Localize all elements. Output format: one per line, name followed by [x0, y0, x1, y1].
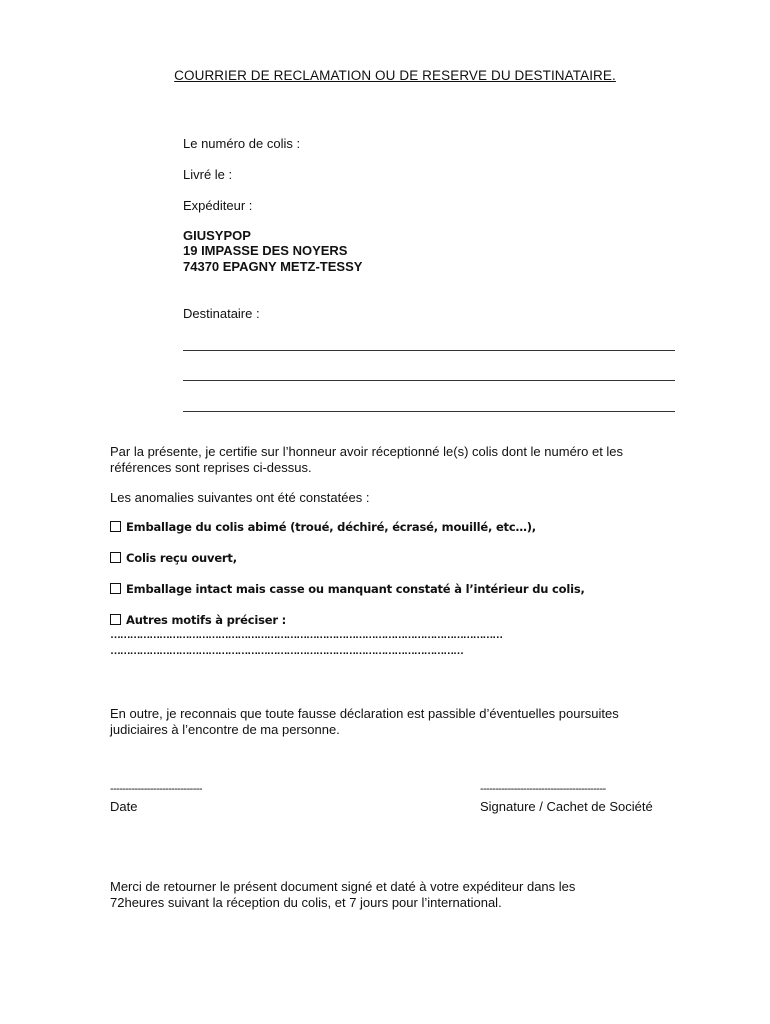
checkbox-icon: [110, 614, 121, 625]
anomaly-item-damaged-packaging: Emballage du colis abimé (troué, déchiré, écrasé, mouillé, etc…),: [110, 520, 536, 534]
anomalies-intro: Les anomalies suivantes ont été constatées :: [110, 490, 370, 505]
date-dashes: ------------------------------: [110, 783, 202, 795]
delivered-label: Livré le :: [183, 167, 233, 182]
declaration-paragraph: En outre, je reconnais que toute fausse déclaration est passible d’éventuelles poursuites judiciaires à l’encontre de ma personne.: [110, 706, 619, 737]
dotted-line-2: ………………………………………………………………………………………………: [110, 645, 463, 657]
closing-paragraph: Merci de retourner le présent document signé et daté à votre expéditeur dans les 72heures suivant la réception du colis, et 7 jours pour l’international.: [110, 879, 576, 910]
anomaly-item-opened-parcel: Colis reçu ouvert,: [110, 551, 237, 565]
anomaly-item-other-reasons: Autres motifs à préciser :: [110, 613, 286, 627]
parcel-number-label: Le numéro de colis :: [183, 136, 301, 151]
signature-dashes: -----------------------------------------: [480, 783, 606, 795]
recipient-line-3: [183, 411, 675, 412]
dotted-line-1: …………………………………………………………………………………………………………: [110, 629, 503, 641]
recipient-line-1: [183, 350, 675, 351]
anomaly-item-broken-contents: Emballage intact mais casse ou manquant constaté à l’intérieur du colis,: [110, 582, 585, 596]
sender-label: Expéditeur :: [183, 198, 253, 213]
signature-label: Signature / Cachet de Société: [480, 799, 653, 814]
checkbox-icon: [110, 583, 121, 594]
page-title: COURRIER DE RECLAMATION OU DE RESERVE DU DESTINATAIRE.: [174, 68, 616, 83]
date-label: Date: [110, 799, 138, 814]
recipient-line-2: [183, 380, 675, 381]
recipient-label: Destinataire :: [183, 306, 260, 321]
checkbox-icon: [110, 521, 121, 532]
sender-street: 19 IMPASSE DES NOYERS: [183, 243, 348, 258]
checkbox-icon: [110, 552, 121, 563]
sender-name: GIUSYPOP: [183, 228, 251, 243]
sender-city: 74370 EPAGNY METZ-TESSY: [183, 259, 363, 274]
certification-paragraph: Par la présente, je certifie sur l’honneur avoir réceptionné le(s) colis dont le numéro et les références sont reprises ci-dessus.: [110, 444, 624, 475]
